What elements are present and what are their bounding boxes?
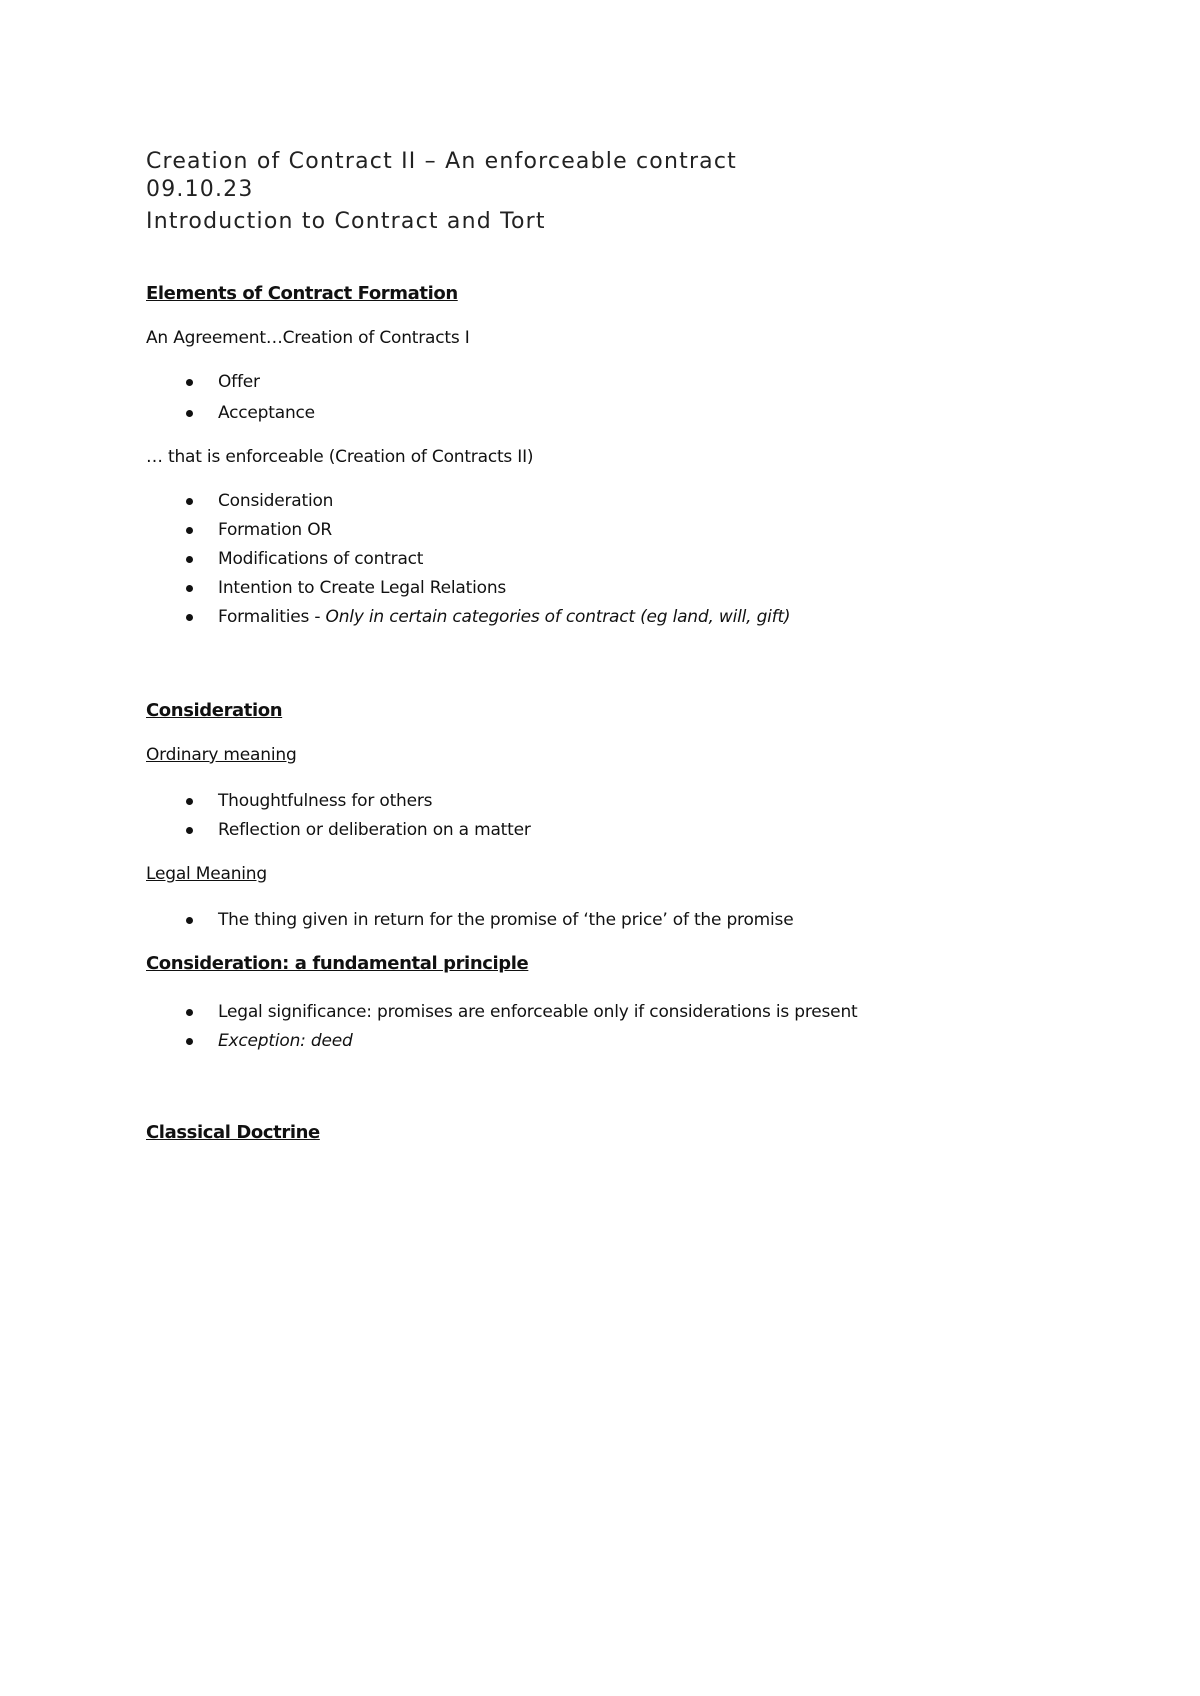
exception-text: Exception: deed [218,1031,353,1051]
fundamental-principle-list [146,1000,1106,1053]
document-date: 09.10.23 [146,177,254,202]
document-header [146,148,1106,236]
section-heading-fundamental-principle: Consideration: a fundamental principle [146,953,529,974]
list-item [146,489,1106,513]
list-item-text: Offer [218,372,260,392]
list-item [146,818,1106,842]
bullet-icon [186,798,193,805]
list-item-text: Acceptance [218,403,315,423]
bullet-icon [186,527,193,534]
bullet-icon [186,1038,193,1045]
bullet-icon [186,410,193,417]
list-item-text: Modifications of contract [218,549,424,569]
bullet-icon [186,614,193,621]
list-item-text: Legal significance: promises are enforceable only if considerations is present [218,1002,858,1022]
list-item [146,401,1106,425]
list-item-text: The thing given in return for the promise of ‘the price’ of the promise [218,910,794,930]
list-item [146,370,1106,394]
ordinary-meaning-list [146,789,1106,842]
list-item-text: Reflection or deliberation on a matter [218,820,531,840]
document-title: Creation of Contract II – An enforceable contract [146,149,737,174]
list-item [146,547,1106,571]
list-item [146,576,1106,600]
formalities-note: Only in certain categories of contract (eg land, will, gift) [325,607,791,627]
list-item-text: Thoughtfulness for others [218,791,433,811]
list-item-text: Intention to Create Legal Relations [218,578,507,598]
list-item [146,1000,1106,1024]
subheading-ordinary-meaning: Ordinary meaning [146,745,297,765]
bullet-icon [186,1009,193,1016]
section-heading-elements: Elements of Contract Formation [146,283,458,304]
legal-meaning-list [146,908,1106,932]
document-body [146,148,1106,1145]
agreement-list [146,370,1106,425]
bullet-icon [186,585,193,592]
list-item-text: Consideration [218,491,334,511]
section-heading-consideration: Consideration [146,700,283,721]
section-heading-classical-doctrine: Classical Doctrine [146,1122,320,1143]
bullet-icon [186,379,193,386]
list-item [146,1029,1106,1053]
enforceable-list [146,489,1106,629]
list-item [146,789,1106,813]
enforceable-paragraph: … that is enforceable (Creation of Contracts II) [146,447,534,467]
list-item [146,518,1106,542]
list-item [146,908,1106,932]
list-item [146,605,1106,629]
formalities-label: Formalities - [218,607,326,627]
subheading-legal-meaning: Legal Meaning [146,864,267,884]
course-name: Introduction to Contract and Tort [146,209,546,234]
list-item-text: Formation OR [218,520,333,540]
bullet-icon [186,917,193,924]
bullet-icon [186,827,193,834]
bullet-icon [186,556,193,563]
agreement-paragraph: An Agreement…Creation of Contracts I [146,328,470,348]
bullet-icon [186,498,193,505]
